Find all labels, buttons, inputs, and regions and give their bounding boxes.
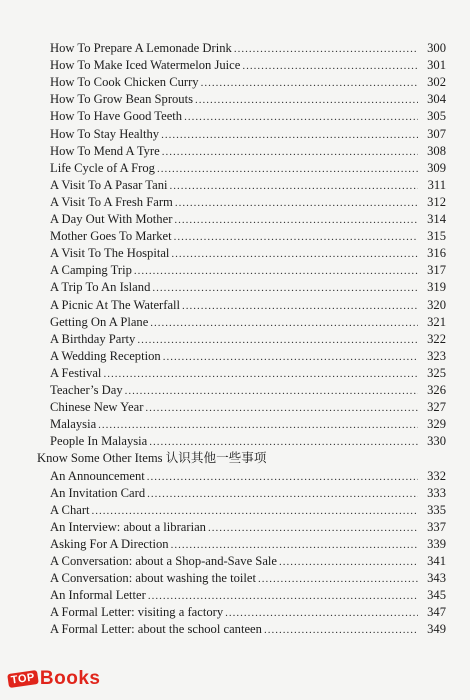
toc-entry	[50, 587, 446, 604]
toc-entry	[50, 485, 446, 502]
dot-leader	[148, 588, 418, 605]
dot-leader	[152, 280, 418, 297]
entry-title: Know Some Other Items 认识其他一些事项	[37, 451, 267, 466]
toc-entry	[50, 57, 446, 74]
entry-title: A Visit To A Pasar Tani	[50, 177, 168, 192]
dot-leader	[225, 605, 418, 622]
entry-page-number: 330	[427, 434, 446, 449]
entry-page-number: 349	[427, 622, 446, 637]
entry-title: A Picnic At The Waterfall	[50, 297, 181, 312]
entry-title: A Formal Letter: about the school canteen	[50, 622, 262, 637]
logo-mark: TOP	[7, 670, 39, 688]
entry-title: A Conversation: about a Shop-and-Save Sale	[50, 554, 277, 568]
dot-leader	[174, 212, 418, 229]
entry-title: How To Stay Healthy	[50, 126, 160, 141]
entry-title: How To Prepare A Lemonade Drink	[50, 41, 232, 55]
entry-title: A Visit To A Fresh Farm	[50, 194, 173, 209]
toc-entry	[50, 74, 446, 91]
entry-page-number: 343	[427, 571, 446, 586]
entry-title: Chinese New Year	[50, 400, 144, 415]
entry-page-number: 329	[427, 417, 446, 432]
toc-entry	[50, 143, 446, 160]
entry-title: An Invitation Card	[50, 485, 146, 500]
entry-page-number: 347	[427, 605, 446, 620]
entry-title: Life Cycle of A Frog	[50, 160, 155, 175]
toc-entry	[50, 502, 446, 519]
dot-leader	[147, 486, 418, 503]
entry-title: A Visit To The Hospital	[50, 246, 170, 261]
dot-leader	[92, 503, 418, 520]
toc-entry	[50, 399, 446, 416]
entry-page-number: 300	[427, 41, 446, 55]
entry-page-number: 320	[427, 297, 446, 312]
dot-leader	[242, 58, 418, 75]
entry-title: A Day Out With Mother	[50, 212, 173, 226]
dot-leader	[134, 263, 418, 280]
toc-entry	[50, 160, 446, 177]
entry-page-number: 325	[427, 365, 446, 380]
entry-page-number: 314	[427, 212, 446, 226]
toc-entry	[50, 262, 446, 279]
toc-entry	[50, 126, 446, 143]
entry-page-number: 312	[427, 194, 446, 209]
entry-title: Mother Goes To Market	[50, 229, 172, 244]
entry-page-number: 308	[427, 143, 446, 158]
dot-leader	[98, 417, 418, 434]
entry-title: How To Make Iced Watermelon Juice	[50, 58, 241, 73]
toc-entry	[50, 553, 446, 570]
entry-title: An Interview: about a librarian	[50, 519, 206, 534]
entry-page-number: 315	[427, 229, 446, 244]
toc-entry	[50, 91, 446, 108]
toc-entry	[50, 108, 446, 125]
toc-entry	[50, 228, 446, 245]
entry-title: A Camping Trip	[50, 263, 132, 278]
entry-title: Teacher’s Day	[50, 383, 123, 397]
dot-leader	[157, 161, 418, 178]
dot-leader	[125, 383, 418, 400]
entry-title: A Trip To An Island	[50, 280, 151, 295]
dot-leader	[184, 109, 418, 126]
toc-entry	[50, 194, 446, 211]
toc-entry	[50, 245, 446, 262]
entry-title: A Chart	[50, 502, 90, 517]
dot-leader	[195, 92, 418, 109]
toc-entry	[50, 279, 446, 296]
dot-leader	[208, 520, 418, 537]
entry-page-number: 322	[427, 331, 446, 346]
toc-section-heading	[37, 450, 446, 467]
dot-leader	[161, 127, 418, 144]
dot-leader	[175, 195, 418, 212]
entry-page-number: 323	[427, 348, 446, 363]
entry-title: Asking For A Direction	[50, 536, 169, 551]
entry-page-number: 316	[427, 246, 446, 261]
dot-leader	[174, 229, 418, 246]
entry-page-number: 309	[427, 160, 446, 175]
toc-entry	[50, 536, 446, 553]
entry-page-number: 332	[427, 468, 446, 483]
dot-leader	[171, 246, 418, 263]
toc-entry	[50, 40, 446, 57]
entry-title: A Birthday Party	[50, 331, 136, 346]
entry-title: A Wedding Reception	[50, 348, 161, 363]
entry-title: A Formal Letter: visiting a factory	[50, 605, 224, 620]
dot-leader	[150, 315, 418, 332]
entry-title: How To Cook Chicken Curry	[50, 75, 199, 90]
dot-leader	[149, 434, 418, 451]
dot-leader	[171, 537, 418, 554]
dot-leader	[182, 298, 418, 315]
toc-entry	[50, 331, 446, 348]
toc-entry	[50, 433, 446, 450]
entry-title: How To Have Good Teeth	[50, 109, 183, 124]
dot-leader	[234, 41, 418, 58]
entry-page-number: 326	[427, 383, 446, 397]
dot-leader	[279, 554, 418, 571]
entry-page-number: 302	[427, 75, 446, 90]
entry-page-number: 341	[427, 554, 446, 568]
dot-leader	[201, 75, 418, 92]
toc-entry	[50, 416, 446, 433]
toc-entry	[50, 314, 446, 331]
dot-leader	[137, 332, 418, 349]
entry-page-number: 307	[427, 126, 446, 141]
toc-entry	[50, 365, 446, 382]
entry-page-number: 305	[427, 109, 446, 124]
toc-entry	[50, 621, 446, 638]
topbooks-logo	[8, 664, 126, 694]
toc-entry	[50, 297, 446, 314]
dot-leader	[145, 400, 418, 417]
entry-title: Getting On A Plane	[50, 314, 149, 329]
toc-entry	[50, 211, 446, 228]
entry-page-number: 337	[427, 519, 446, 534]
entry-page-number: 319	[427, 280, 446, 295]
entry-page-number: 339	[427, 536, 446, 551]
entry-page-number: 345	[427, 588, 446, 603]
dot-leader	[258, 571, 418, 588]
dot-leader	[147, 469, 418, 486]
entry-page-number: 333	[427, 485, 446, 500]
toc-entry	[50, 570, 446, 587]
entry-title: An Informal Letter	[50, 588, 146, 603]
dot-leader	[103, 366, 418, 383]
entry-page-number: 335	[427, 502, 446, 517]
entry-page-number: 301	[427, 58, 446, 73]
dot-leader	[170, 178, 419, 195]
toc-entry	[50, 382, 446, 399]
entry-page-number: 311	[427, 177, 446, 192]
entry-title: How To Grow Bean Sprouts	[50, 92, 194, 107]
entry-title: A Festival	[50, 365, 102, 380]
dot-leader	[264, 622, 418, 639]
toc-entry	[50, 519, 446, 536]
entry-title: How To Mend A Tyre	[50, 143, 160, 158]
toc-entry	[50, 604, 446, 621]
entry-page-number: 304	[427, 92, 446, 107]
entry-title: Malaysia	[50, 417, 97, 432]
entry-title: People In Malaysia	[50, 434, 148, 449]
dot-leader	[162, 144, 418, 161]
toc-entry	[50, 468, 446, 485]
entry-title: A Conversation: about washing the toilet	[50, 571, 257, 586]
toc-entry	[50, 177, 446, 194]
entry-page-number: 321	[427, 314, 446, 329]
logo-brand: Books	[39, 668, 101, 689]
entry-page-number: 317	[427, 263, 446, 278]
entry-title: An Announcement	[50, 468, 145, 483]
entry-page-number: 327	[427, 400, 446, 415]
dot-leader	[163, 349, 418, 366]
toc-entry	[50, 348, 446, 365]
